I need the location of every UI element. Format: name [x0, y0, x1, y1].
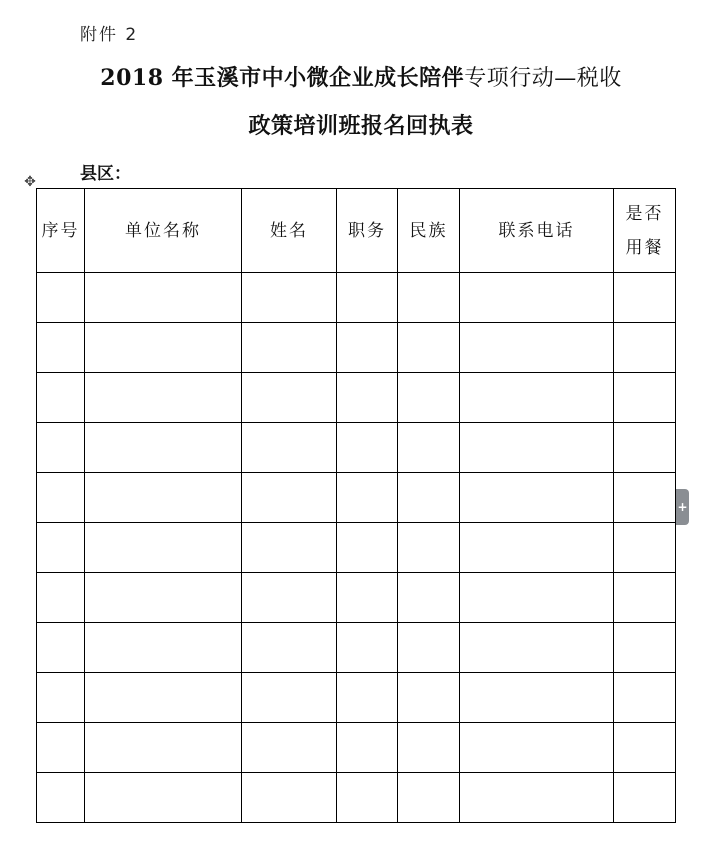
table-cell-meal[interactable] — [614, 773, 676, 823]
table-cell-phone[interactable] — [460, 323, 614, 373]
table-cell-unit[interactable] — [85, 773, 242, 823]
table-cell-name[interactable] — [242, 473, 337, 523]
table-cell-meal[interactable] — [614, 573, 676, 623]
county-label: 县区： — [80, 164, 131, 184]
table-cell-ethnicity[interactable] — [398, 673, 460, 723]
table-cell-meal[interactable] — [614, 373, 676, 423]
table-row — [37, 623, 676, 673]
table-row — [37, 723, 676, 773]
table-cell-unit[interactable] — [85, 373, 242, 423]
table-cell-ethnicity[interactable] — [398, 723, 460, 773]
table-cell-name[interactable] — [242, 423, 337, 473]
column-header-text: 民族 — [409, 220, 448, 241]
table-cell-name[interactable] — [242, 573, 337, 623]
table-cell-seq[interactable] — [37, 623, 85, 673]
table-cell-unit[interactable] — [85, 573, 242, 623]
table-cell-ethnicity[interactable] — [398, 323, 460, 373]
table-cell-phone[interactable] — [460, 523, 614, 573]
table-cell-seq[interactable] — [37, 673, 85, 723]
table-cell-name[interactable] — [242, 673, 337, 723]
table-cell-meal[interactable] — [614, 623, 676, 673]
table-cell-position[interactable] — [337, 573, 398, 623]
column-header-seq — [37, 189, 85, 273]
table-cell-unit[interactable] — [85, 473, 242, 523]
registration-table — [36, 188, 676, 823]
table-cell-seq[interactable] — [37, 473, 85, 523]
table-cell-seq[interactable] — [37, 773, 85, 823]
table-row — [37, 423, 676, 473]
table-row — [37, 273, 676, 323]
table-body — [37, 273, 676, 823]
document-title-line-1 — [0, 61, 722, 92]
attachment-label: 附件 2 — [80, 25, 139, 45]
table-cell-meal[interactable] — [614, 423, 676, 473]
table-cell-name[interactable] — [242, 723, 337, 773]
column-header-phone — [460, 189, 614, 273]
column-header-text: 姓名 — [270, 220, 308, 241]
table-cell-phone[interactable] — [460, 673, 614, 723]
table-cell-seq[interactable] — [37, 373, 85, 423]
column-header-text: 序号 — [41, 220, 80, 241]
table-cell-unit[interactable] — [85, 423, 242, 473]
table-cell-unit[interactable] — [85, 673, 242, 723]
column-header-position — [337, 189, 398, 273]
table-cell-ethnicity[interactable] — [398, 573, 460, 623]
table-cell-ethnicity[interactable] — [398, 473, 460, 523]
table-cell-phone[interactable] — [460, 723, 614, 773]
table-cell-ethnicity[interactable] — [398, 373, 460, 423]
table-cell-position[interactable] — [337, 423, 398, 473]
table-cell-position[interactable] — [337, 373, 398, 423]
table-cell-seq[interactable] — [37, 323, 85, 373]
title-regular-part: 专项行动—税收 — [464, 66, 622, 91]
document-title-line-2: 政策培训班报名回执表 — [248, 113, 474, 139]
table-cell-name[interactable] — [242, 373, 337, 423]
column-header-ethnicity — [398, 189, 460, 273]
table-cell-unit[interactable] — [85, 523, 242, 573]
table-cell-seq[interactable] — [37, 573, 85, 623]
table-cell-name[interactable] — [242, 523, 337, 573]
column-header-text: 联系电话 — [498, 220, 575, 241]
column-header-name — [242, 189, 337, 273]
table-cell-position[interactable] — [337, 473, 398, 523]
table-cell-seq[interactable] — [37, 523, 85, 573]
table-row — [37, 523, 676, 573]
table-cell-phone[interactable] — [460, 373, 614, 423]
table-cell-meal[interactable] — [614, 723, 676, 773]
table-row — [37, 673, 676, 723]
table-cell-seq[interactable] — [37, 423, 85, 473]
table-row — [37, 573, 676, 623]
table-cell-position[interactable] — [337, 523, 398, 573]
column-header-text: 是否 — [625, 203, 664, 224]
table-cell-seq[interactable] — [37, 723, 85, 773]
add-row-icon[interactable]: + — [676, 489, 689, 525]
table-cell-meal[interactable] — [614, 673, 676, 723]
table-row — [37, 773, 676, 823]
table-cell-position[interactable] — [337, 323, 398, 373]
column-header-meal — [614, 189, 676, 273]
table-move-handle-icon[interactable]: ✥ — [24, 174, 36, 190]
table-cell-position[interactable] — [337, 723, 398, 773]
table-row — [37, 373, 676, 423]
table-header-row — [37, 189, 676, 273]
table-cell-meal[interactable] — [614, 523, 676, 573]
table-cell-position[interactable] — [337, 773, 398, 823]
title-bold-part: 2018 年玉溪市中小微企业成长陪伴 — [100, 65, 465, 91]
table-cell-name[interactable] — [242, 323, 337, 373]
table-cell-phone[interactable] — [460, 423, 614, 473]
table-cell-unit[interactable] — [85, 723, 242, 773]
table-cell-ethnicity[interactable] — [398, 773, 460, 823]
table-cell-phone[interactable] — [460, 273, 614, 323]
table-cell-phone[interactable] — [460, 623, 614, 673]
table-row — [37, 323, 676, 373]
column-header-text: 职务 — [348, 220, 386, 241]
column-header-unit — [85, 189, 242, 273]
table-cell-meal[interactable] — [614, 323, 676, 373]
table-cell-name[interactable] — [242, 273, 337, 323]
table-cell-position[interactable] — [337, 273, 398, 323]
table-cell-unit[interactable] — [85, 273, 242, 323]
column-header-text: 用餐 — [625, 237, 664, 258]
column-header-text: 单位名称 — [125, 220, 201, 241]
table-cell-phone[interactable] — [460, 473, 614, 523]
table-cell-ethnicity[interactable] — [398, 523, 460, 573]
table-cell-phone[interactable] — [460, 773, 614, 823]
table-cell-seq[interactable] — [37, 273, 85, 323]
table-cell-ethnicity[interactable] — [398, 273, 460, 323]
table-cell-meal[interactable] — [614, 273, 676, 323]
table-cell-ethnicity[interactable] — [398, 423, 460, 473]
table-row — [37, 473, 676, 523]
table-cell-position[interactable] — [337, 673, 398, 723]
table-cell-position[interactable] — [337, 623, 398, 673]
table-cell-name[interactable] — [242, 773, 337, 823]
table-cell-phone[interactable] — [460, 573, 614, 623]
table-cell-unit[interactable] — [85, 323, 242, 373]
table-cell-ethnicity[interactable] — [398, 623, 460, 673]
table-cell-unit[interactable] — [85, 623, 242, 673]
table-cell-meal[interactable] — [614, 473, 676, 523]
table-cell-name[interactable] — [242, 623, 337, 673]
